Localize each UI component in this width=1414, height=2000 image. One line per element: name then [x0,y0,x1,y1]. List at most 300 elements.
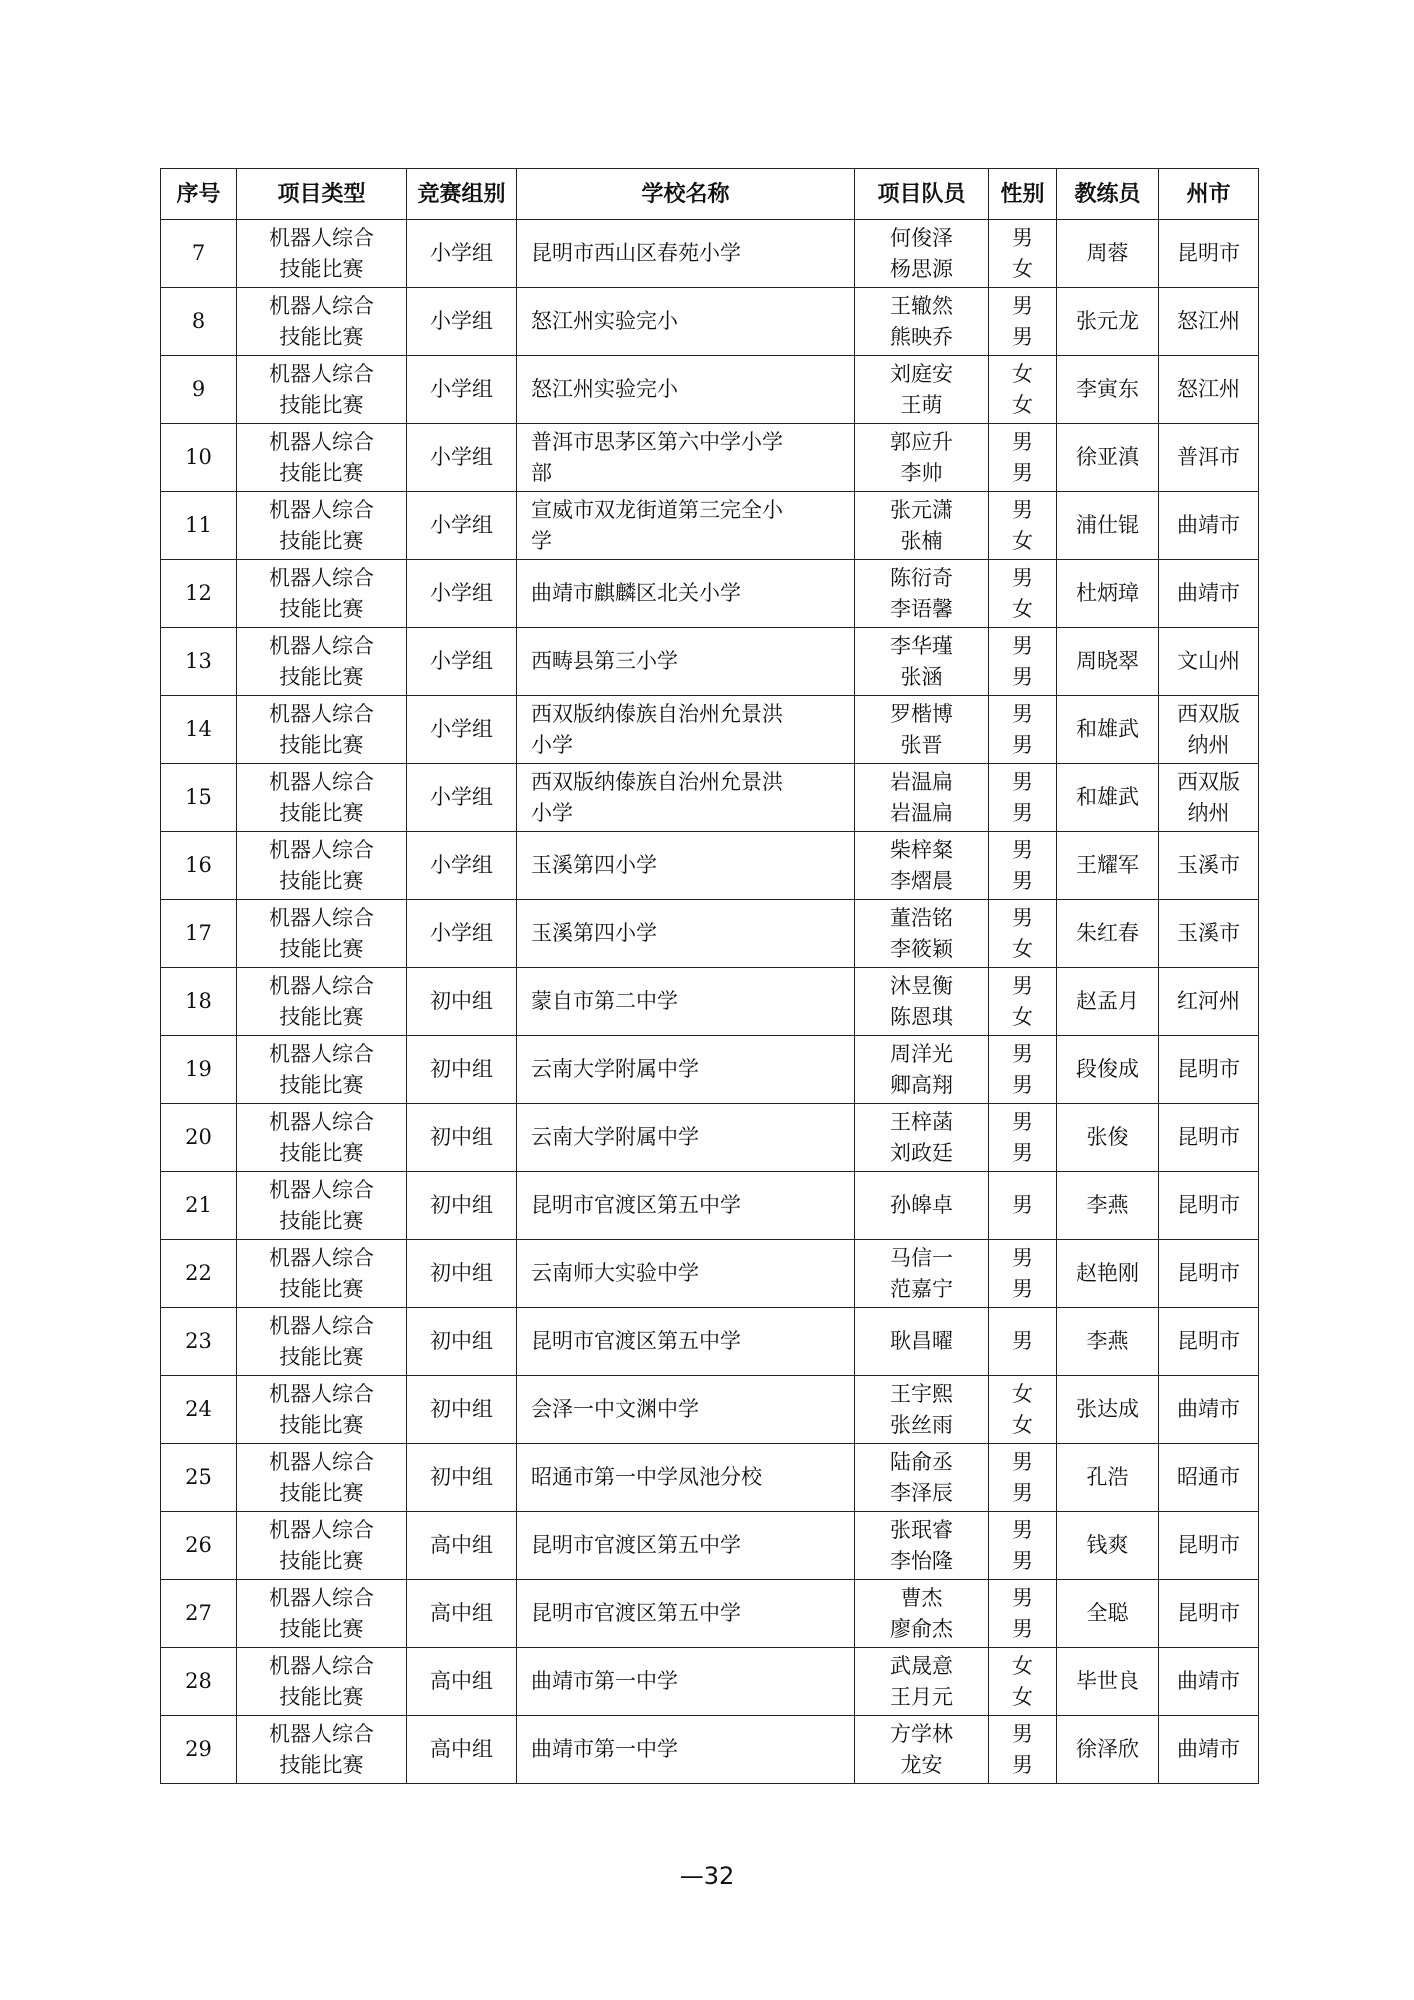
cell-members-line: 张晋 [900,732,943,757]
cell-city-line: 怒江州 [1177,377,1240,401]
cell-type [237,832,407,900]
cell-no: 15 [161,764,237,832]
cell-gender [989,560,1057,628]
cell-gender-line: 女 [1012,1412,1033,1437]
cell-members-line: 李帅 [900,460,943,485]
cell-coach: 赵艳刚 [1057,1240,1159,1308]
cell-type [237,1648,407,1716]
cell-school-line: 学 [531,528,552,553]
cell-type [237,1444,407,1512]
cell-members-line: 杨思源 [890,256,953,281]
cell-members-line: 董浩铭 [890,905,953,930]
cell-members-line: 李泽辰 [890,1480,953,1505]
cell-type-line: 机器人综合 [269,361,374,386]
cell-city-line: 曲靖市 [1177,513,1240,537]
cell-members [855,764,989,832]
cell-gender-line: 男 [1012,1072,1033,1097]
cell-members-line: 张楠 [900,528,943,553]
cell-gender [989,1036,1057,1104]
cell-members [855,1376,989,1444]
table-row [161,1580,1259,1648]
cell-no: 18 [161,968,237,1036]
cell-members-line: 王宇熙 [890,1381,953,1406]
cell-group: 初中组 [407,1376,517,1444]
cell-city-line: 玉溪市 [1177,853,1240,877]
cell-type-line: 技能比赛 [279,1344,364,1369]
cell-coach: 李燕 [1057,1172,1159,1240]
cell-type-line: 机器人综合 [269,1177,374,1202]
cell-gender-line: 男 [1012,497,1033,522]
cell-school-line: 西双版纳傣族自治州允景洪 [531,769,783,794]
cell-type-line: 机器人综合 [269,1109,374,1134]
cell-group: 小学组 [407,764,517,832]
header-gender: 性别 [989,169,1057,220]
cell-gender-line: 男 [1012,1245,1033,1270]
cell-city-line: 纳州 [1187,800,1230,825]
cell-type [237,492,407,560]
cell-school-line: 蒙自市第二中学 [531,989,678,1013]
cell-group: 小学组 [407,628,517,696]
cell-type [237,424,407,492]
cell-gender-line: 男 [1012,1140,1033,1165]
cell-members-line: 陈恩琪 [890,1004,953,1029]
cell-no: 20 [161,1104,237,1172]
cell-city-line: 怒江州 [1177,309,1240,333]
cell-members [855,1308,989,1376]
cell-members-line: 方学林 [890,1721,953,1746]
cell-city [1159,696,1259,764]
cell-type-line: 技能比赛 [279,1684,364,1709]
cell-no: 19 [161,1036,237,1104]
cell-members [855,1104,989,1172]
cell-group: 初中组 [407,1240,517,1308]
cell-group: 小学组 [407,424,517,492]
table-row [161,220,1259,288]
cell-school [517,1104,855,1172]
cell-school-line: 部 [531,460,552,485]
cell-school [517,1172,855,1240]
cell-members-line: 李怡隆 [890,1548,953,1573]
cell-gender-line: 男 [1012,1276,1033,1301]
cell-gender [989,1648,1057,1716]
cell-type-line: 机器人综合 [269,1517,374,1542]
cell-city-line: 昆明市 [1177,1125,1240,1149]
cell-type-line: 机器人综合 [269,1585,374,1610]
cell-members-line: 张丝雨 [890,1412,953,1437]
cell-coach: 张达成 [1057,1376,1159,1444]
header-group: 竞赛组别 [407,169,517,220]
cell-school [517,1308,855,1376]
cell-members-line: 刘庭安 [890,361,953,386]
cell-coach: 全聪 [1057,1580,1159,1648]
cell-school [517,424,855,492]
cell-members-line: 郭应升 [890,429,953,454]
table-row [161,1308,1259,1376]
cell-gender-line: 男 [1012,1449,1033,1474]
cell-school-line: 普洱市思茅区第六中学小学 [531,429,783,454]
cell-gender-line: 男 [1012,1752,1033,1777]
cell-type-line: 机器人综合 [269,973,374,998]
cell-school [517,1716,855,1784]
cell-type-line: 技能比赛 [279,1004,364,1029]
cell-gender [989,832,1057,900]
cell-group: 高中组 [407,1716,517,1784]
cell-no: 13 [161,628,237,696]
cell-members-line: 孙皞卓 [890,1193,953,1217]
cell-members [855,288,989,356]
cell-no: 28 [161,1648,237,1716]
cell-type [237,356,407,424]
cell-city [1159,1580,1259,1648]
cell-city-line: 文山州 [1177,649,1240,673]
cell-coach: 李寅东 [1057,356,1159,424]
cell-no: 9 [161,356,237,424]
cell-type-line: 机器人综合 [269,225,374,250]
cell-members-line: 王月元 [890,1684,953,1709]
cell-type [237,900,407,968]
cell-coach: 和雄武 [1057,764,1159,832]
cell-type-line: 技能比赛 [279,460,364,485]
cell-school-line: 玉溪第四小学 [531,921,657,945]
cell-members [855,424,989,492]
cell-type-line: 机器人综合 [269,1245,374,1270]
cell-members [855,560,989,628]
cell-members-line: 张珉睿 [890,1517,953,1542]
cell-gender [989,1104,1057,1172]
cell-type [237,220,407,288]
cell-gender-line: 女 [1012,1653,1033,1678]
cell-members-line: 王梓菡 [890,1109,953,1134]
cell-gender [989,288,1057,356]
cell-gender [989,1512,1057,1580]
cell-no: 16 [161,832,237,900]
cell-group: 小学组 [407,832,517,900]
cell-gender [989,424,1057,492]
cell-type [237,696,407,764]
cell-school-line: 云南大学附属中学 [531,1125,699,1149]
cell-city [1159,900,1259,968]
cell-city-line: 曲靖市 [1177,1397,1240,1421]
cell-gender-line: 男 [1012,769,1033,794]
cell-type [237,1172,407,1240]
cell-members-line: 刘政廷 [890,1140,953,1165]
cell-members-line: 廖俞杰 [890,1616,953,1641]
cell-school [517,1580,855,1648]
cell-city-line: 曲靖市 [1177,1669,1240,1693]
cell-gender [989,696,1057,764]
cell-school [517,764,855,832]
cell-city-line: 玉溪市 [1177,921,1240,945]
cell-type [237,1512,407,1580]
header-no: 序号 [161,169,237,220]
table-row [161,356,1259,424]
cell-type-line: 技能比赛 [279,1072,364,1097]
cell-members-line: 张涵 [900,664,943,689]
cell-members [855,1240,989,1308]
cell-coach: 张元龙 [1057,288,1159,356]
cell-school-line: 怒江州实验完小 [531,377,678,401]
cell-type-line: 机器人综合 [269,429,374,454]
cell-city [1159,1376,1259,1444]
cell-members-line: 王辙然 [890,293,953,318]
cell-gender-line: 女 [1012,596,1033,621]
cell-school [517,1648,855,1716]
cell-gender-line: 男 [1012,1548,1033,1573]
cell-gender-line: 男 [1012,1480,1033,1505]
cell-type [237,288,407,356]
cell-type-line: 技能比赛 [279,1548,364,1573]
cell-school-line: 西双版纳傣族自治州允景洪 [531,701,783,726]
cell-coach: 浦仕锟 [1057,492,1159,560]
cell-gender-line: 女 [1012,1004,1033,1029]
cell-group: 小学组 [407,696,517,764]
cell-city [1159,1512,1259,1580]
cell-members-line: 曹杰 [900,1585,943,1610]
cell-type [237,1308,407,1376]
header-school: 学校名称 [517,169,855,220]
cell-school-line: 小学 [531,732,573,757]
cell-members-line: 岩温扁 [890,769,953,794]
cell-school-line: 昭通市第一中学凤池分校 [531,1465,762,1489]
cell-members-line: 柴梓粲 [890,837,953,862]
header-city: 州市 [1159,169,1259,220]
cell-gender-line: 男 [1012,701,1033,726]
cell-group: 初中组 [407,1036,517,1104]
cell-gender [989,220,1057,288]
cell-school [517,492,855,560]
cell-coach: 和雄武 [1057,696,1159,764]
cell-coach: 毕世良 [1057,1648,1159,1716]
cell-type-line: 机器人综合 [269,701,374,726]
cell-coach: 钱爽 [1057,1512,1159,1580]
cell-members-line: 李筱颖 [890,936,953,961]
cell-members [855,1648,989,1716]
cell-coach: 周晓翠 [1057,628,1159,696]
cell-no: 29 [161,1716,237,1784]
cell-coach: 段俊成 [1057,1036,1159,1104]
cell-type-line: 技能比赛 [279,1276,364,1301]
cell-gender-line: 男 [1012,225,1033,250]
cell-type [237,764,407,832]
cell-city [1159,1716,1259,1784]
cell-gender-line: 男 [1012,460,1033,485]
cell-no: 17 [161,900,237,968]
cell-gender-line: 男 [1012,732,1033,757]
cell-members [855,1580,989,1648]
table-row [161,288,1259,356]
cell-members-line: 李华瑾 [890,633,953,658]
cell-type-line: 技能比赛 [279,868,364,893]
cell-members [855,1172,989,1240]
page-number: —32 [679,1862,735,1890]
cell-city [1159,492,1259,560]
cell-type-line: 机器人综合 [269,769,374,794]
cell-school-line: 会泽一中文渊中学 [531,1397,699,1421]
cell-school [517,1240,855,1308]
cell-no: 8 [161,288,237,356]
cell-city [1159,1240,1259,1308]
cell-type-line: 技能比赛 [279,664,364,689]
cell-no: 7 [161,220,237,288]
cell-members [855,492,989,560]
cell-group: 小学组 [407,492,517,560]
cell-no: 27 [161,1580,237,1648]
cell-members [855,356,989,424]
cell-type [237,1376,407,1444]
cell-gender [989,968,1057,1036]
cell-members [855,832,989,900]
cell-group: 初中组 [407,1104,517,1172]
cell-type [237,1580,407,1648]
cell-coach: 王耀军 [1057,832,1159,900]
cell-coach: 朱红春 [1057,900,1159,968]
cell-gender-line: 男 [1012,429,1033,454]
table-body [161,220,1259,1784]
cell-type-line: 技能比赛 [279,1208,364,1233]
cell-school-line: 玉溪第四小学 [531,853,657,877]
cell-type-line: 技能比赛 [279,528,364,553]
cell-type-line: 技能比赛 [279,596,364,621]
cell-coach: 徐亚滇 [1057,424,1159,492]
cell-school-line: 怒江州实验完小 [531,309,678,333]
table-row [161,764,1259,832]
cell-coach: 孔浩 [1057,1444,1159,1512]
cell-gender [989,1308,1057,1376]
cell-city [1159,1308,1259,1376]
cell-gender [989,900,1057,968]
cell-city [1159,968,1259,1036]
cell-school-line: 小学 [531,800,573,825]
cell-school [517,968,855,1036]
cell-type [237,1104,407,1172]
cell-school [517,560,855,628]
table-header-row [161,169,1259,220]
cell-type [237,628,407,696]
cell-no: 10 [161,424,237,492]
cell-group: 高中组 [407,1648,517,1716]
cell-members [855,968,989,1036]
cell-type-line: 技能比赛 [279,800,364,825]
cell-city-line: 西双版 [1177,769,1240,794]
table-row [161,628,1259,696]
cell-no: 25 [161,1444,237,1512]
cell-gender-line: 女 [1012,392,1033,417]
cell-type-line: 机器人综合 [269,565,374,590]
cell-group: 小学组 [407,288,517,356]
cell-no: 14 [161,696,237,764]
cell-members-line: 周洋光 [890,1041,953,1066]
cell-no: 11 [161,492,237,560]
cell-group: 小学组 [407,900,517,968]
table-row [161,1172,1259,1240]
cell-city [1159,1104,1259,1172]
cell-gender-line: 女 [1012,1381,1033,1406]
cell-type-line: 技能比赛 [279,732,364,757]
cell-school-line: 云南师大实验中学 [531,1261,699,1285]
cell-group: 高中组 [407,1580,517,1648]
cell-gender-line: 男 [1012,837,1033,862]
cell-type-line: 技能比赛 [279,392,364,417]
cell-type-line: 机器人综合 [269,1449,374,1474]
table-row [161,900,1259,968]
cell-members-line: 岩温扁 [890,800,953,825]
cell-gender-line: 男 [1012,1585,1033,1610]
header-members: 项目队员 [855,169,989,220]
cell-school-line: 昆明市西山区春苑小学 [531,241,741,265]
table-row [161,1648,1259,1716]
cell-members-line: 李熠晨 [890,868,953,893]
cell-city [1159,1444,1259,1512]
header-coach: 教练员 [1057,169,1159,220]
table-row [161,424,1259,492]
cell-type [237,1716,407,1784]
cell-group: 初中组 [407,1308,517,1376]
table-row [161,968,1259,1036]
cell-gender-line: 男 [1012,1721,1033,1746]
cell-coach: 徐泽欣 [1057,1716,1159,1784]
cell-gender [989,1240,1057,1308]
cell-gender-line: 男 [1012,1517,1033,1542]
cell-type [237,560,407,628]
results-table-wrapper [160,168,1258,1784]
cell-city-line: 曲靖市 [1177,581,1240,605]
cell-school-line: 宣威市双龙街道第三完全小 [531,497,783,522]
cell-no: 22 [161,1240,237,1308]
cell-members-line: 陈衍奇 [890,565,953,590]
cell-city-line: 昆明市 [1177,1601,1240,1625]
cell-gender-line: 男 [1012,868,1033,893]
cell-type-line: 机器人综合 [269,633,374,658]
cell-gender-line: 男 [1012,973,1033,998]
cell-gender [989,628,1057,696]
cell-type-line: 机器人综合 [269,1653,374,1678]
cell-gender-line: 男 [1012,800,1033,825]
table-row [161,1716,1259,1784]
cell-city [1159,356,1259,424]
cell-coach: 赵孟月 [1057,968,1159,1036]
cell-no: 12 [161,560,237,628]
cell-type-line: 机器人综合 [269,497,374,522]
cell-type-line: 机器人综合 [269,905,374,930]
cell-members [855,1444,989,1512]
cell-school [517,628,855,696]
cell-city [1159,628,1259,696]
cell-type-line: 技能比赛 [279,936,364,961]
cell-school [517,1036,855,1104]
cell-city-line: 纳州 [1187,732,1230,757]
cell-gender-line: 男 [1012,1329,1033,1353]
cell-gender [989,1376,1057,1444]
cell-gender-line: 男 [1012,1193,1033,1217]
table-row [161,1036,1259,1104]
cell-gender-line: 男 [1012,565,1033,590]
cell-school [517,1376,855,1444]
cell-city-line: 昆明市 [1177,1057,1240,1081]
cell-city [1159,288,1259,356]
table-row [161,560,1259,628]
cell-city-line: 昆明市 [1177,1193,1240,1217]
cell-no: 24 [161,1376,237,1444]
cell-members-line: 张元潇 [890,497,953,522]
cell-no: 26 [161,1512,237,1580]
cell-city [1159,832,1259,900]
cell-school-line: 昆明市官渡区第五中学 [531,1329,741,1353]
cell-gender-line: 男 [1012,293,1033,318]
cell-members-line: 李语馨 [890,596,953,621]
cell-type-line: 技能比赛 [279,1616,364,1641]
cell-group: 初中组 [407,1172,517,1240]
cell-school [517,832,855,900]
